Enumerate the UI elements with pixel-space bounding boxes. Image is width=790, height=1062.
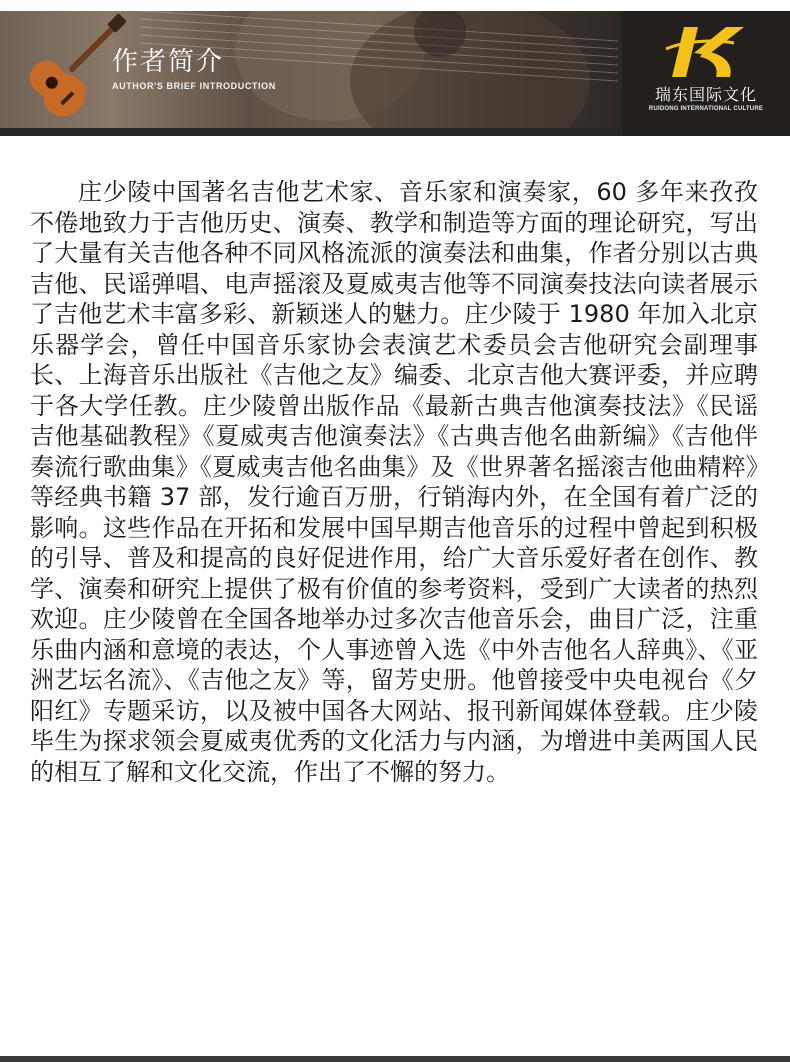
bottom-divider — [0, 1056, 790, 1062]
header-title-block — [112, 47, 276, 91]
header-title: 作者简介 — [112, 47, 225, 77]
publisher-logo — [622, 11, 790, 136]
header-subtitle: AUTHOR'S BRIEF INTRODUCTION — [112, 81, 276, 91]
rk-logo-icon — [664, 23, 748, 81]
banner-photo — [0, 11, 618, 128]
logo-name-cn: 瑞东国际文化 — [654, 85, 757, 104]
author-bio-paragraph: 庄少陵中国著名吉他艺术家、音乐家和演奏家，60 多年来孜孜不倦地致力于吉他历史、演奏、教学和制造等方面的理论研究，写出了大量有关吉他各种不同风格流派的演奏法和曲集，作者分别以古典吉他、民谣弹唱、电声摇滚及夏威夷吉他等不同演奏技法向读者展示了吉他艺术丰富多彩、新颖迷人的魅力。庄少陵于 1980 年加入北京乐器学会，曾任中国音乐家协会表演艺术委员会吉他研究会副理事长、上海音乐出版社《吉他之友》编委、北京吉他大赛评委，并应聘于各大学任教。庄少陵曾出版作品《最新古典吉他演奏技法》《民谣吉他基础教程》《夏威夷吉他演奏法》《古典吉他名曲新编》《吉他伴奏流行歌曲集》《夏威夷吉他名曲集》及《世界著名摇滚吉他曲精粹》等经典书籍 37 部，发行逾百万册，行销海内外，在全国有着广泛的影响。这些作品在开拓和发展中国早期吉他音乐的过程中曾起到积极的引导、普及和提高的良好促进作用，给广大音乐爱好者在创作、教学、演奏和研究上提供了极有价值的参考资料，受到广大读者的热烈欢迎。庄少陵曾在全国各地举办过多次吉他音乐会，曲目广泛，注重乐曲内涵和意境的表达，个人事迹曾入选《中外吉他名人辞典》、《亚洲艺坛名流》、《吉他之友》等，留芳史册。他曾接受中央电视台《夕阳红》专题采访，以及被中国各大网站、报刊新闻媒体登载。庄少陵毕生为探求领会夏威夷优秀的文化活力与内涵，为增进中美两国人民的相互了解和文化交流，作出了不懈的努力。 — [30, 178, 758, 786]
logo-name-en: RUIDONG INTERNATIONAL CULTURE — [648, 106, 764, 112]
header-banner — [0, 11, 790, 136]
